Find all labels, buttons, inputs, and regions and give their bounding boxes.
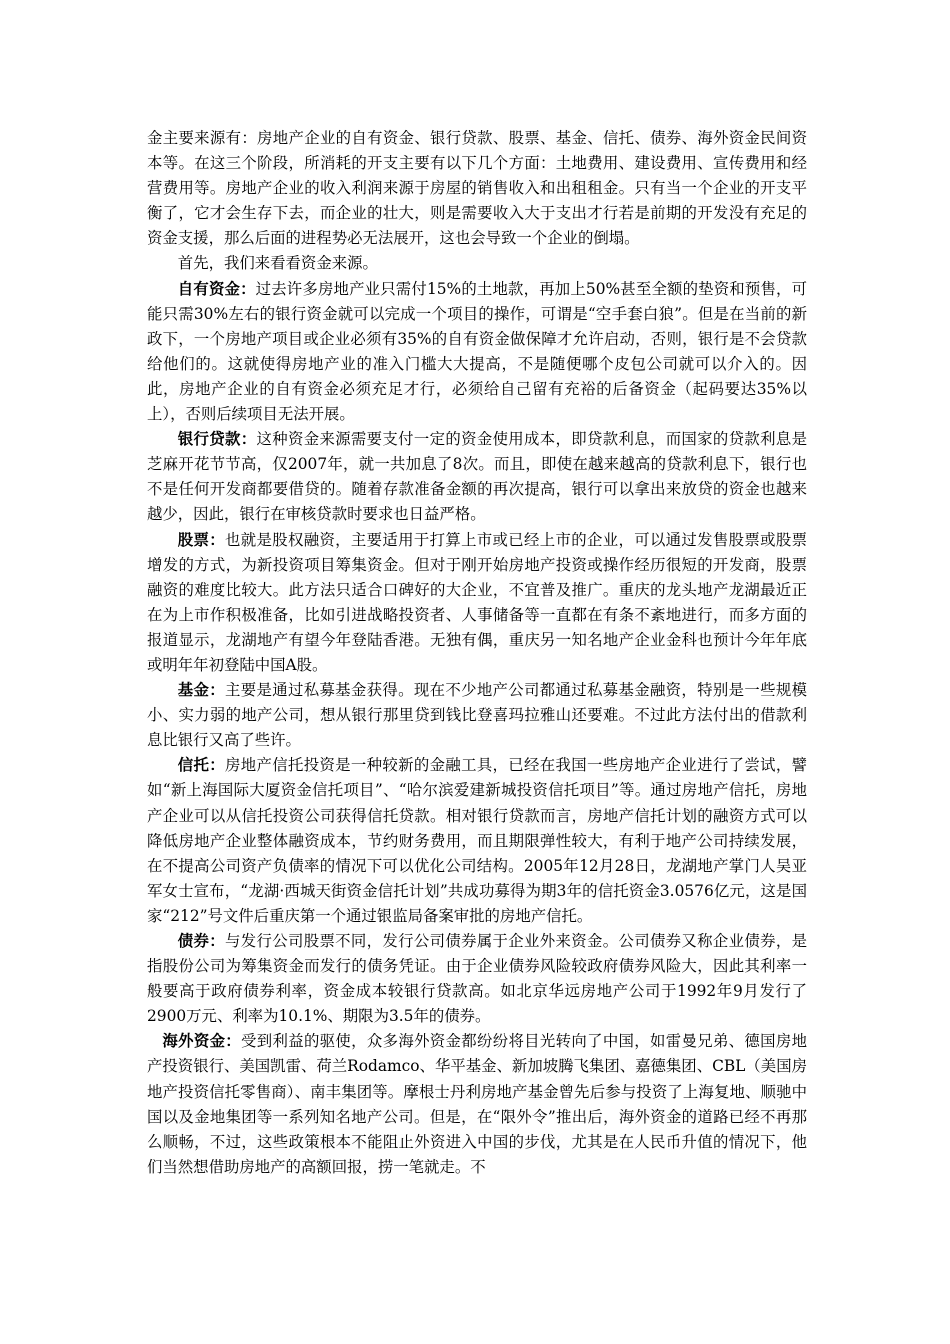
paragraph-bonds (147, 929, 807, 1029)
paragraph-funds (147, 678, 807, 753)
section-heading: 自有资金： (177, 279, 256, 298)
section-heading: 股票： (177, 530, 226, 549)
paragraph-text: 房地产信托投资是一种较新的金融工具，已经在我国一些房地产企业进行了尝试，譬如“新上海国际大厦资金信托项目”、“哈尔滨爱建新城投资信托项目”等。通过房地产信托，房地产企业可以从信托投资公司获得信托贷款。相对银行贷款而言，房地产信托计划的融资方式可以降低房地产企业整体融资成本，节约财务费用，而且期限弹性较大，有利于地产公司持续发展，在不提高公司资产负债率的情况下可以优化公司结构。2005年12月28日，龙湖地产掌门人吴亚军女士宣布，“龙湖·西城天街资金信托计划”共成功募得为期3年的信托资金3.0576亿元，这是国家“212”号文件后重庆第一个通过银监局备案审批的房地产信托。 (147, 756, 807, 925)
paragraph-text: 首先，我们来看看资金来源。 (177, 254, 378, 273)
paragraph-trust (147, 753, 807, 929)
section-heading: 信托： (177, 756, 226, 775)
paragraph-text: 过去许多房地产业只需付15%的土地款，再加上50%甚至全额的垫资和预售，可能只需30%左右的银行资金就可以完成一个项目的操作，可谓是“空手套白狼”。但是在当前的新政下，一个房地产项目或企业必须有35%的自有资金做保障才允许启动，否则，银行是不会贷款给他们的。这就使得房地产业的准入门槛大大提高，不是随便哪个皮包公司就可以介入的。因此，房地产企业的自有资金必须充足才行，必须给自己留有充裕的后备资金（起码要达35%以上），否则后续项目无法开展。 (147, 279, 807, 424)
paragraph-own-funds (147, 277, 807, 428)
paragraph-overseas-funds (147, 1029, 807, 1180)
paragraph-stocks (147, 528, 807, 679)
paragraph-text: 受到利益的驱使，众多海外资金都纷纷将目光转向了中国，如雷曼兄弟、德国房地产投资银行、美国凯雷、荷兰Rodamco、华平基金、新加坡腾飞集团、嘉德集团、CBL（美国房地产投资信托零售商）、南丰集团等。摩根士丹利房地产基金曾先后参与投资了上海复地、顺驰中国以及金地集团等一系列知名地产公司。但是，在“限外令”推出后，海外资金的道路已经不再那么顺畅，不过，这些政策根本不能阻止外资进入中国的步伐，尤其是在人民币升值的情况下，他们当然想借助房地产的高额回报，捞一笔就走。不 (147, 1032, 807, 1176)
section-heading: 基金： (177, 681, 226, 700)
paragraph-text: 主要是通过私募基金获得。现在不少地产公司都通过私募基金融资，特别是一些规模小、实力弱的地产公司，想从银行那里贷到钱比登喜玛拉雅山还要难。不过此方法付出的借款利息比银行又高了些许。 (147, 681, 807, 750)
paragraph-text: 也就是股权融资，主要适用于打算上市或已经上市的企业，可以通过发售股票或股票增发的方式，为新投资项目筹集资金。但对于刚开始房地产投资或操作经历很短的开发商，股票融资的难度比较大。此方法只适合口碑好的大企业，不宜普及推广。重庆的龙头地产龙湖最近正在为上市作积极准备，比如引进战略投资者、人事储备等一直都在有条不紊地进行，而多方面的报道显示，龙湖地产有望今年登陆香港。无独有偶，重庆另一知名地产企业金科也预计今年年底或明年年初登陆中国A股。 (147, 530, 807, 674)
section-heading: 银行贷款： (177, 430, 257, 449)
paragraph-text: 金主要来源有：房地产企业的自有资金、银行贷款、股票、基金、信托、债券、海外资金民间资本等。在这三个阶段，所消耗的开支主要有以下几个方面：土地费用、建设费用、宣传费用和经营费用等。房地产企业的收入利润来源于房屋的销售收入和出租租金。只有当一个企业的开支平衡了，它才会生存下去，而企业的壮大，则是需要收入大于支出才行若是前期的开发没有充足的资金支援，那么后面的进程势必无法展开，这也会导致一个企业的倒塌。 (147, 129, 807, 248)
section-heading: 海外资金： (162, 1032, 242, 1051)
paragraph-bank-loans (147, 427, 807, 527)
paragraph-text: 与发行公司股票不同，发行公司债券属于企业外来资金。公司债券又称企业债券，是指股份公司为筹集资金而发行的债务凭证。由于企业债券风险较政府债券风险大，因此其利率一般要高于政府债券利率，资金成本较银行贷款高。如北京华远房地产公司于1992年9月发行了2900万元、利率为10.1%、期限为3.5年的债券。 (147, 932, 807, 1026)
section-heading: 债券： (177, 932, 226, 950)
document-page (147, 126, 807, 1180)
paragraph-first-look (147, 251, 807, 276)
paragraph-text: 这种资金来源需要支付一定的资金使用成本，即贷款利息，而国家的贷款利息是芝麻开花节节高，仅2007年，就一共加息了8次。而且，即使在越来越高的贷款利息下，银行也不是任何开发商都要借贷的。随着存款准备金额的再次提高，银行可以拿出来放贷的资金也越来越少，因此，银行在审核贷款时要求也日益严格。 (147, 430, 807, 524)
paragraph-intro (147, 126, 807, 251)
